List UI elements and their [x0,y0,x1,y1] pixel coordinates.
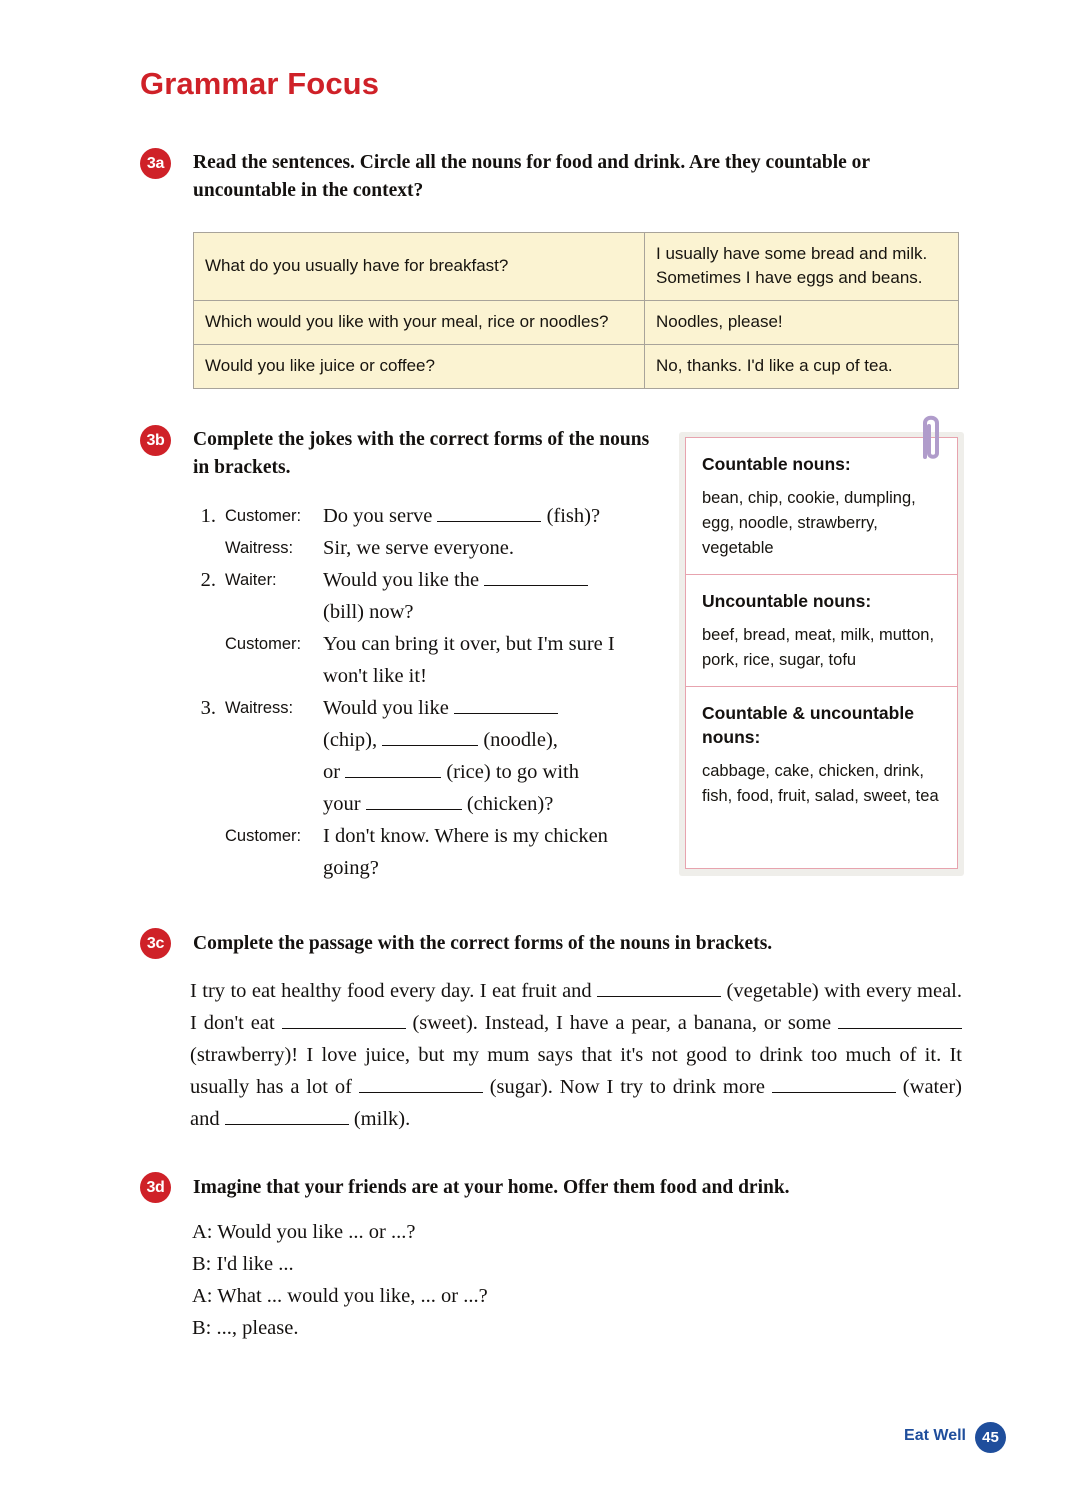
joke-role: Waitress: [225,539,294,557]
joke-role: Waiter: [225,571,277,589]
dialogue-model [192,1216,488,1344]
table-cell-question: Which would you like with your meal, rice or noodles? [194,301,645,345]
note-section-uncountable [686,575,957,687]
note-heading: Countable & uncountable nouns: [702,703,914,747]
dialogue-line: B: I'd like ... [192,1253,294,1275]
note-section-both [686,687,957,822]
joke-text: I don't know. Where is my chicken going? [323,825,608,879]
list-item [192,532,652,564]
passage-part: (sugar). Now I try to drink more [482,1076,772,1098]
answer-blank[interactable] [838,1028,962,1029]
list-item [192,628,652,692]
passage-text [190,975,962,1135]
table-cell-answer: I usually have some bread and milk. Sometimes I have eggs and beans. [645,233,959,301]
task-badge-3d: 3d [140,1172,171,1203]
passage-part: (water) and [190,1076,962,1130]
joke-role: Customer: [225,827,302,845]
joke-role: Customer: [225,635,302,653]
joke-text: You can bring it over, but I'm sure I won't like it! [323,633,615,687]
joke-number-spacer [192,532,225,564]
passage-part: (milk). [348,1108,411,1130]
answer-blank[interactable] [359,1092,483,1093]
joke-number-spacer [192,628,225,692]
joke-number: 1. [200,505,216,527]
note-heading: Uncountable nouns: [702,591,872,611]
note-body: bean, chip, cookie, dumpling, egg, noodle, strawberry, vegetable [702,489,916,557]
dialogue-line: A: Would you like ... or ...? [192,1221,416,1243]
joke-role: Customer: [225,507,302,525]
table-row [194,345,959,389]
task-badge-3b: 3b [140,425,171,456]
table-row [194,301,959,345]
answer-blank[interactable] [366,809,462,810]
list-item [192,820,652,884]
joke-text-pre: Would you like the [323,569,485,591]
note-heading: Countable nouns: [702,454,851,474]
page-title: Grammar Focus [140,66,380,101]
list-item [192,500,652,532]
paperclip-icon [916,411,946,461]
jokes-list [192,500,652,884]
joke-number-spacer [192,820,225,884]
note-body: beef, bread, meat, milk, mutton, pork, rice, sugar, tofu [702,626,935,669]
noun-reference-card [685,437,958,869]
joke-number: 3. [200,697,216,719]
page-number: 45 [975,1422,1006,1453]
passage-part: (sweet). Instead, I have a pear, a banana, or some [405,1012,838,1034]
joke-text [323,564,652,628]
answer-blank[interactable] [382,745,478,746]
joke-number: 2. [200,569,216,591]
passage-part: (strawberry)! I love juice, but my mum says that it's not good to drink too much of it. It usually has a lot of [190,1044,962,1098]
table-cell-question: What do you usually have for breakfast? [194,233,645,301]
answer-blank[interactable] [225,1124,349,1125]
list-item [192,564,652,628]
dialogue-line: A: What ... would you like, ... or ...? [192,1285,488,1307]
list-item [192,692,652,820]
footer-unit-label: Eat Well [904,1427,966,1444]
task-badge-3c: 3c [140,928,171,959]
answer-blank[interactable] [597,996,721,997]
joke-text-pre: Do you serve [323,505,438,527]
table-cell-question: Would you like juice or coffee? [194,345,645,389]
table-row [194,233,959,301]
table-cell-answer: No, thanks. I'd like a cup of tea. [645,345,959,389]
note-body: cabbage, cake, chicken, drink, fish, food, fruit, salad, sweet, tea [702,762,939,805]
joke-text-post: (bill) now? [323,601,414,623]
table-cell-answer: Noodles, please! [645,301,959,345]
joke-text: Would you like (chip), (noodle), or (rice) to go with your (chicken)? [323,697,579,815]
passage-part: (vegetable) with every meal. I don't eat [190,980,962,1034]
answer-blank[interactable] [282,1028,406,1029]
task-prompt-3a: Read the sentences. Circle all the nouns for food and drink. Are they countable or uncountable in the context? [193,152,870,201]
joke-text-post: (fish)? [541,505,601,527]
passage-part: I try to eat healthy food every day. I eat fruit and [190,980,598,1002]
task-badge-3a: 3a [140,148,171,179]
task-prompt-3d: Imagine that your friends are at your home. Offer them food and drink. [193,1177,790,1198]
answer-blank[interactable] [437,521,541,522]
task-prompt-3b: Complete the jokes with the correct forms of the nouns in brackets. [193,429,650,478]
answer-blank[interactable] [484,585,588,586]
joke-text-pre: Would you like [323,697,455,719]
joke-text [323,500,652,532]
joke-role: Waitress: [225,699,294,717]
answer-blank[interactable] [454,713,558,714]
answer-blank[interactable] [772,1092,896,1093]
sentences-table [193,232,959,389]
answer-blank[interactable] [345,777,441,778]
joke-text: Sir, we serve everyone. [323,537,515,559]
dialogue-line: B: ..., please. [192,1317,299,1339]
task-prompt-3c: Complete the passage with the correct forms of the nouns in brackets. [193,933,773,954]
